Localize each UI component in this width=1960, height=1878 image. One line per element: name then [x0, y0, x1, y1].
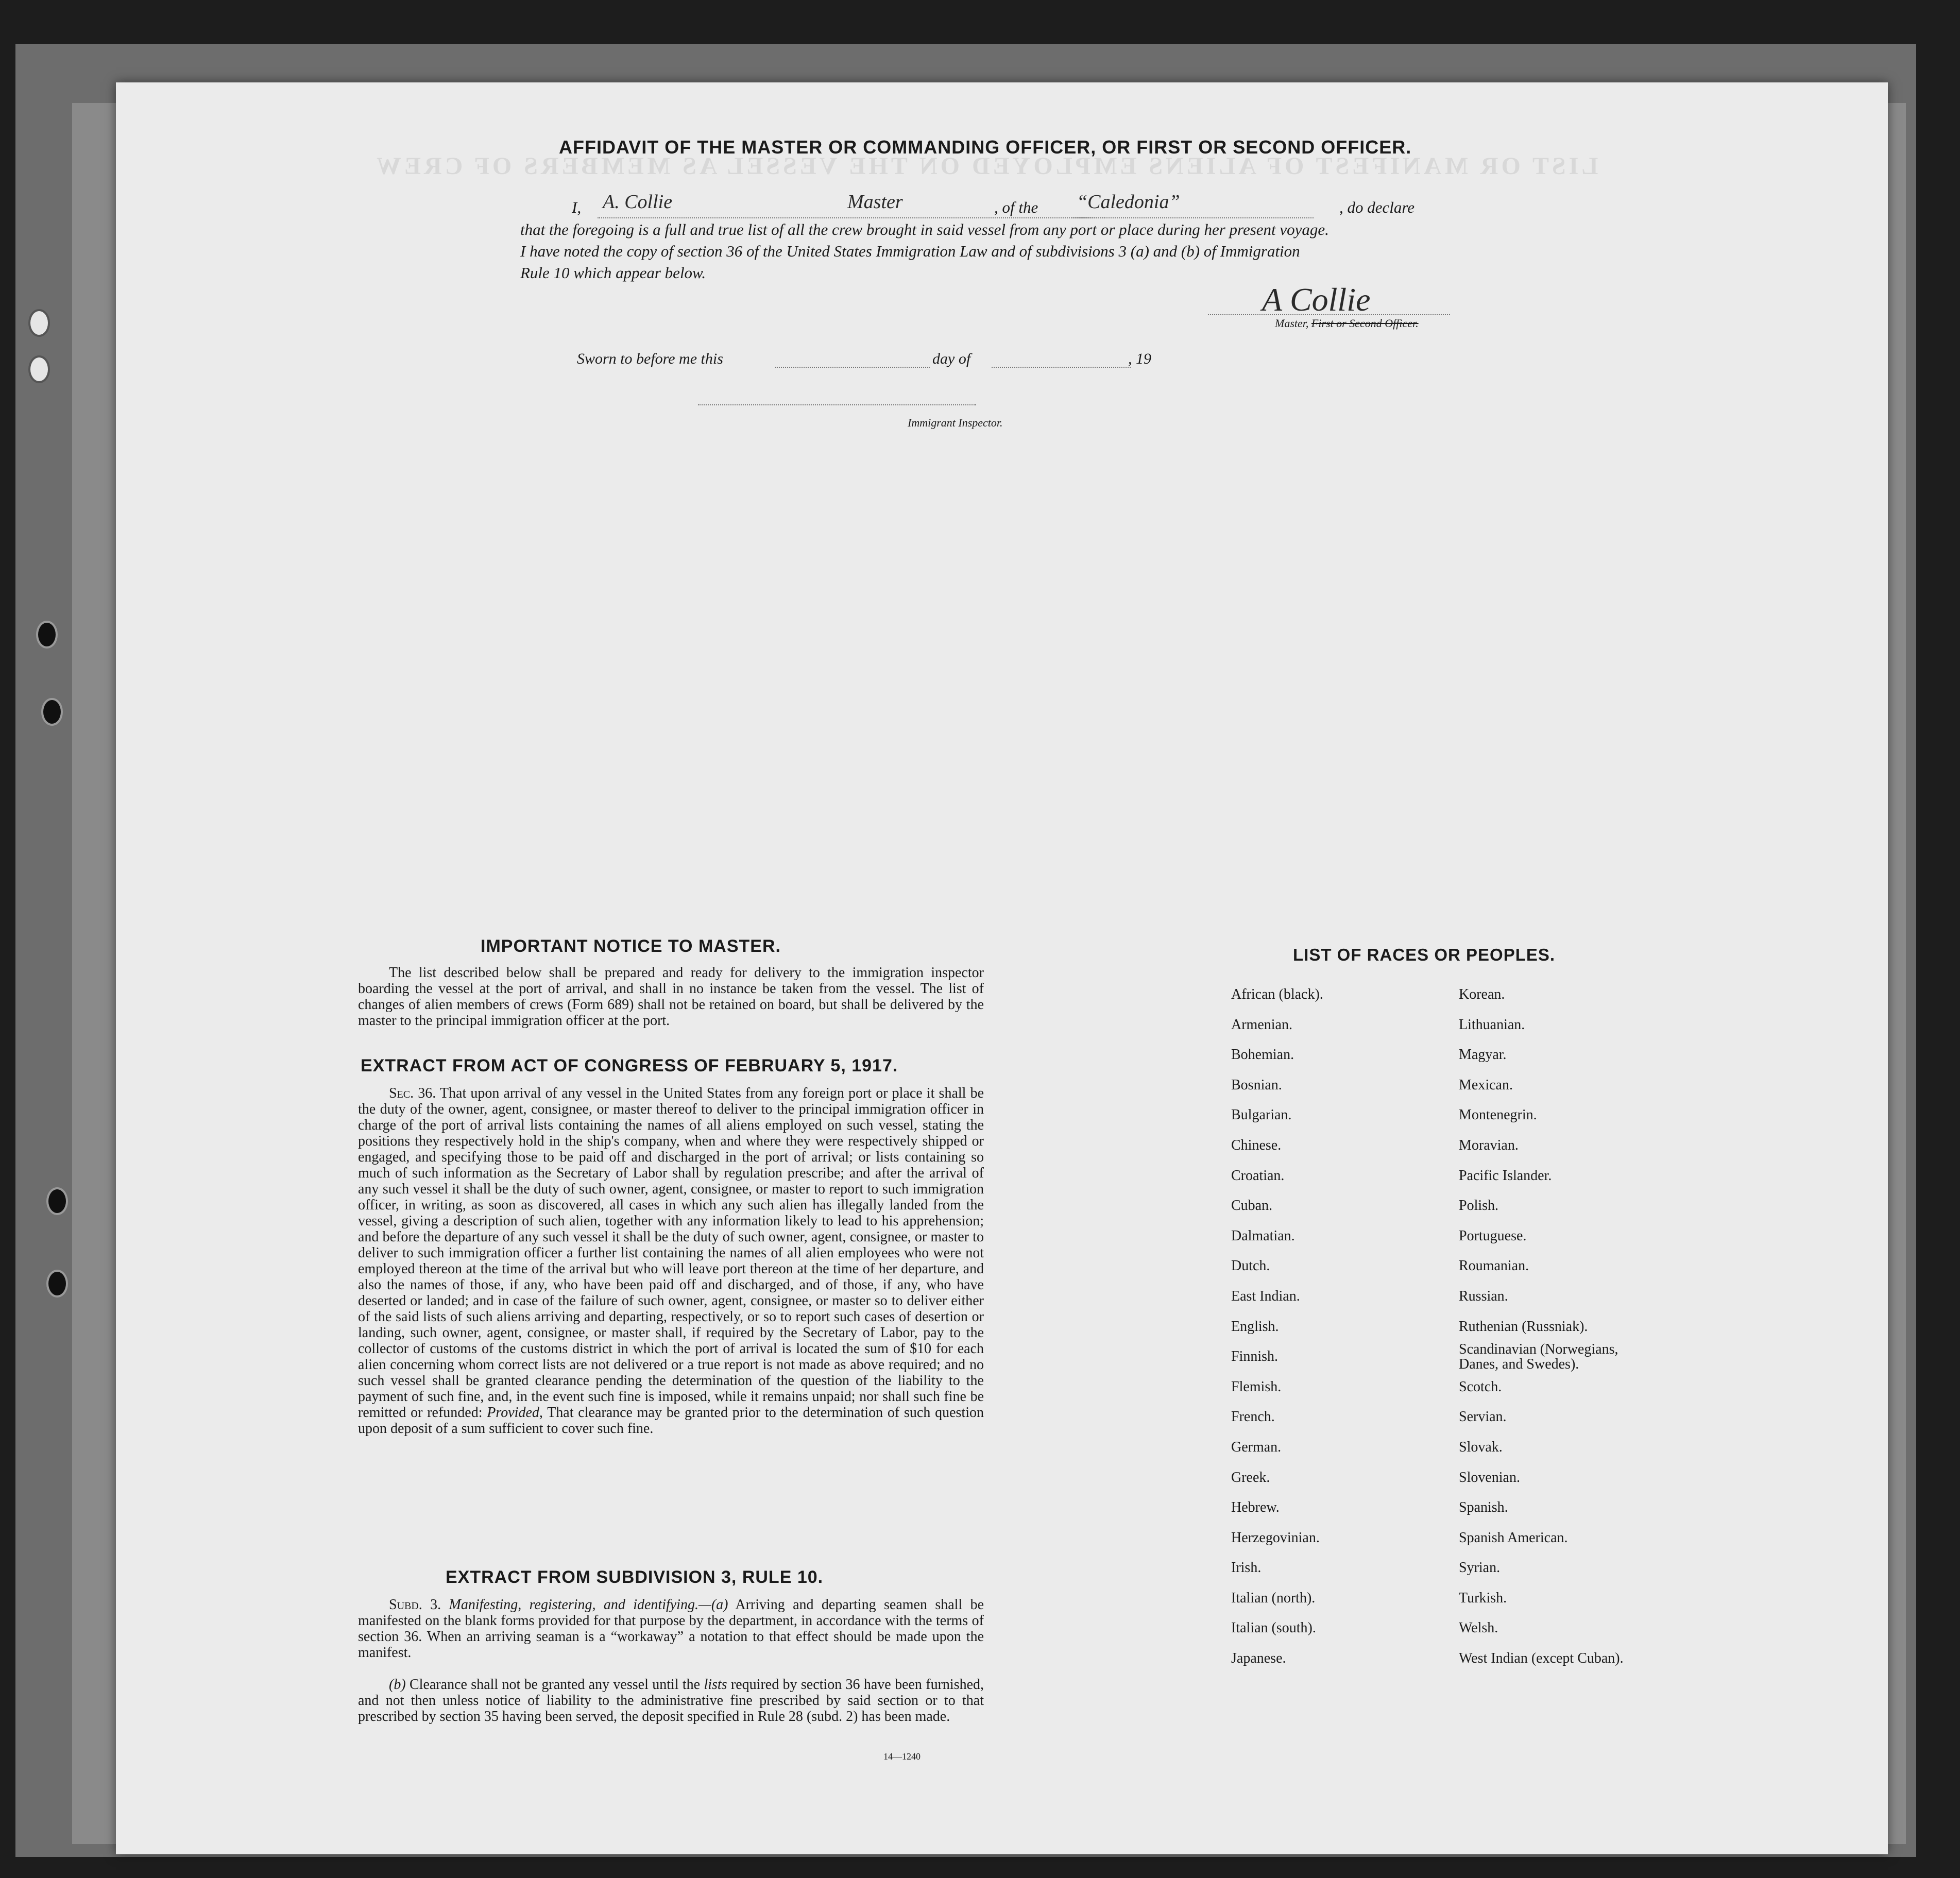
race-item: Ruthenian (Russniak). [1459, 1318, 1588, 1335]
binder-hole [28, 309, 50, 337]
race-item: Finnish. [1231, 1348, 1279, 1365]
race-item: German. [1231, 1439, 1282, 1455]
extract-rule-text-a [358, 1597, 984, 1661]
notice-heading: IMPORTANT NOTICE TO MASTER. [481, 936, 781, 956]
race-item: Magyar. [1459, 1047, 1507, 1063]
race-item: Irish. [1231, 1560, 1262, 1576]
races-list-left [1231, 980, 1323, 1674]
race-item: Italian (south). [1231, 1620, 1316, 1636]
races-heading: LIST OF RACES OR PEOPLES. [1293, 945, 1556, 964]
signature-caption [1275, 317, 1419, 330]
race-item: English. [1231, 1318, 1279, 1335]
affidavit-page [116, 82, 1888, 1854]
extract-act-text [358, 1085, 984, 1437]
sec-36-body: That upon arrival of any vessel in the United States from any foreign port or place it shall be the duty of the owner, agent, consignee, or master thereof to deliver to the principal immigration officer in charge of the port of arrival lists containing the names of all aliens employed on such vessel, stating the positions they respectively hold in the ship's company, when and where they were respectively shipped or engaged, and specifying those to be paid off and discharged in the port of arrival; or lists containing so much of such information as the Secretary of Labor shall by regulation prescribe; and after the arrival of any such vessel it shall be the duty of such owner, agent, consignee, or master to report to such immigration officer, in writing, as soon as discovered, all cases in which any such alien has illegally landed from the vessel, giving a description of such alien, together with any information likely to lead to his apprehension; and before the departure of any such vessel it shall be the duty of such owner, agent, consignee, or master to deliver to such immigration officer a further list containing the names of all alien employees who were not employed thereon at the time of the arrival but who will leave port thereon at the time of her departure, and also the names of those, if any, who have been paid off and discharged, and of those, if any, who have deserted or landed; and in case of the failure of such owner, agent, consignee, or master so to deliver either of the said lists of such aliens arriving and departing, respectively, or so to report such cases of desertion or landing, such owner, agent, consignee, or master shall, if required by the Secretary of Labor, pay to the collector of customs of the customs district in which the port of arrival is located the sum of $10 for each alien concerning whom correct lists are not delivered or a true report is not made as above required; and no such vessel shall be granted clearance pending the determination of the question of the liability to the payment of such fine, and, in the event such fine is imposed, while it remains unpaid; nor shall such fine be remitted or refunded: [358, 1085, 984, 1421]
race-item: Croatian. [1231, 1167, 1285, 1184]
binder-hole [46, 1187, 68, 1215]
subd-a-body: Arriving and departing seamen shall be manifested on the blank forms provided for that purpose by the department, in accordance with the terms of section 36. When an arriving seaman is a “workaway” a notation to that effect should be made upon the manifest. [358, 1597, 984, 1661]
binder-hole [28, 355, 50, 383]
declaration-prefix: I, [572, 198, 582, 216]
declaration-line-4: Rule 10 which appear below. [520, 264, 706, 282]
year-label: , 19 [1128, 350, 1151, 367]
race-item: Bosnian. [1231, 1077, 1282, 1093]
race-item: East Indian. [1231, 1288, 1300, 1304]
extract-rule-heading: EXTRACT FROM SUBDIVISION 3, RULE 10. [446, 1567, 824, 1587]
race-item: Greek. [1231, 1469, 1270, 1486]
signature-caption-struck: First or Second Officer. [1311, 317, 1419, 330]
race-item: Chinese. [1231, 1137, 1282, 1153]
race-item: Pacific Islander. [1459, 1167, 1552, 1184]
declaration-line-3: I have noted the copy of section 36 of the United States Immigration Law and of subdivisions 3 (a) and (b) of Immigration [520, 242, 1300, 260]
vessel-name-handwritten: “Caledonia” [1077, 191, 1180, 213]
race-item: Scotch. [1459, 1378, 1502, 1395]
race-item: Turkish. [1459, 1590, 1507, 1606]
race-item: Spanish. [1459, 1499, 1508, 1516]
race-item: Hebrew. [1231, 1499, 1280, 1516]
race-item: Dalmatian. [1231, 1227, 1295, 1244]
subd-b-body-2: required by section 36 have been furnished, and not then unless notice of liability to the administrative fine prescribed by said section or to that prescribed by section 35 having been served, the deposit specified in Rule 28 (subd. 2) has been made. [358, 1677, 984, 1725]
race-item: Portuguese. [1459, 1227, 1527, 1244]
sworn-label: Sworn to before me this [577, 350, 723, 367]
signature-caption-master: Master, [1275, 317, 1309, 330]
name-blank [598, 217, 1105, 218]
binder-hole [36, 621, 58, 648]
race-item: Japanese. [1231, 1650, 1286, 1667]
race-item: Scandinavian (Norwegians, Danes, and Swedes). [1459, 1341, 1618, 1373]
notice-text: The list described below shall be prepared and ready for delivery to the immigration inspector boarding the vessel at the port of arrival, and shall in no instance be taken from the vessel. The list of changes of alien members of crews (Form 689) shall not be retained on board, but shall be delivered by the master to the principal immigration officer at the port. [358, 965, 984, 1029]
race-item: West Indian (except Cuban). [1459, 1650, 1624, 1667]
master-signature: A Collie [1262, 281, 1371, 318]
inspector-caption: Immigrant Inspector. [908, 416, 1003, 429]
day-of-label: day of [932, 350, 971, 367]
race-item: African (black). [1231, 986, 1323, 1002]
declaration-line-2: that the foregoing is a full and true list of all the crew brought in said vessel from any port or place during her present voyage. [520, 220, 1329, 238]
subd-b-body-1: Clearance shall not be granted any vessel until the [410, 1677, 701, 1693]
race-item: French. [1231, 1409, 1275, 1425]
race-item: Flemish. [1231, 1378, 1282, 1395]
race-item: Mexican. [1459, 1077, 1513, 1093]
lists-word: lists [704, 1677, 727, 1693]
race-item: Herzegovinian. [1231, 1529, 1320, 1546]
bleed-through-heading: LIST OR MANIFEST OF ALIENS EMPLOYED ON THE VESSEL AS MEMBERS OF CREW [373, 152, 1598, 180]
race-item: Polish. [1459, 1198, 1499, 1214]
race-item: Montenegrin. [1459, 1107, 1537, 1123]
rank-handwritten: Master [847, 191, 903, 213]
race-item: Russian. [1459, 1288, 1508, 1304]
sworn-day-blank [775, 367, 930, 368]
sec-36-label: Sec. 36. [389, 1085, 436, 1101]
sworn-month-blank [992, 367, 1131, 368]
races-list-right [1459, 980, 1644, 1674]
race-item: Korean. [1459, 986, 1505, 1002]
race-item: Roumanian. [1459, 1258, 1529, 1274]
subd-b-label: (b) [389, 1677, 406, 1693]
form-number: 14—1240 [883, 1751, 921, 1762]
inspector-signature-blank [698, 404, 976, 405]
race-item: Welsh. [1459, 1620, 1498, 1636]
extract-rule-text-b [358, 1677, 984, 1725]
race-item: Syrian. [1459, 1560, 1501, 1576]
race-item: Italian (north). [1231, 1590, 1316, 1606]
race-item: Bohemian. [1231, 1047, 1294, 1063]
affidavit-title: AFFIDAVIT OF THE MASTER OR COMMANDING OFFICER, OR FIRST OR SECOND OFFICER. [559, 136, 1412, 158]
race-item: Slovenian. [1459, 1469, 1520, 1486]
race-item: Armenian. [1231, 1016, 1292, 1033]
race-item: Bulgarian. [1231, 1107, 1292, 1123]
do-declare-label: , do declare [1339, 198, 1415, 216]
provided-word: Provided, [487, 1405, 543, 1421]
race-item: Slovak. [1459, 1439, 1503, 1455]
binder-hole [41, 698, 63, 726]
race-item: Cuban. [1231, 1198, 1273, 1214]
race-item: Spanish American. [1459, 1529, 1568, 1546]
race-item: Servian. [1459, 1409, 1507, 1425]
race-item: Lithuanian. [1459, 1016, 1525, 1033]
extract-act-heading: EXTRACT FROM ACT OF CONGRESS OF FEBRUARY 5, 1917. [361, 1056, 898, 1075]
race-item: Dutch. [1231, 1258, 1270, 1274]
master-name-handwritten: A. Collie [603, 191, 673, 213]
binder-hole [46, 1270, 68, 1297]
subd-label: Subd. 3. [389, 1597, 441, 1613]
race-item: Moravian. [1459, 1137, 1519, 1153]
of-the-label: , of the [994, 198, 1038, 216]
subd-title: Manifesting, registering, and identifying.—(a) [449, 1597, 728, 1613]
sec-36-end: That clearance may be granted prior to the determination of such question upon deposit of a sum sufficient to cover such fine. [358, 1405, 984, 1437]
signature-blank [1208, 314, 1450, 315]
vessel-blank [1071, 217, 1314, 218]
